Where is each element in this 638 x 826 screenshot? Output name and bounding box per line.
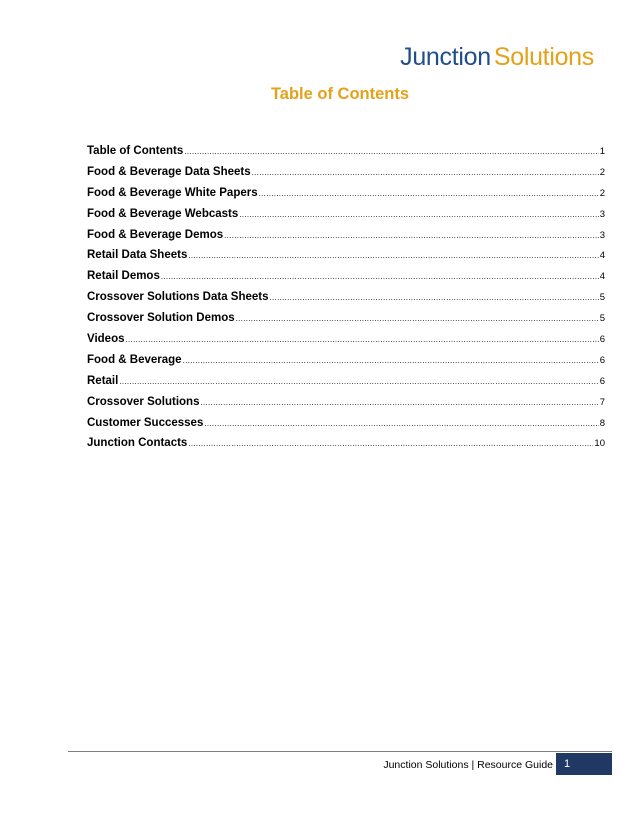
toc-leader-dots [200, 398, 598, 407]
toc-entry-title[interactable]: Food & Beverage White Papers [87, 186, 258, 199]
toc-entry[interactable] [87, 270, 605, 291]
toc-entry[interactable] [87, 312, 605, 333]
toc-leader-dots [239, 210, 598, 219]
toc-leader-dots [252, 168, 599, 177]
toc-entry-title[interactable]: Retail Demos [87, 270, 160, 283]
toc-leader-dots [270, 293, 599, 302]
toc-entry-page[interactable]: 6 [599, 375, 605, 387]
toc-entry-title[interactable]: Food & Beverage Webcasts [87, 207, 239, 220]
toc-entry-page[interactable]: 4 [599, 250, 605, 262]
toc-entry-title[interactable]: Crossover Solutions Data Sheets [87, 291, 269, 304]
toc-entry[interactable] [87, 208, 605, 229]
footer-divider [68, 751, 612, 752]
toc-leader-dots [119, 377, 598, 386]
toc-entry-page[interactable]: 10 [594, 438, 605, 450]
toc-leader-dots [236, 314, 599, 323]
toc-entry[interactable] [87, 166, 605, 187]
toc-entry-page[interactable]: 6 [599, 354, 605, 366]
toc-entry-title[interactable]: Table of Contents [87, 145, 184, 157]
toc-leader-dots [204, 419, 598, 428]
toc-leader-dots [126, 335, 599, 344]
footer-text: Junction Solutions | Resource Guide [383, 759, 553, 771]
toc-entry[interactable] [87, 187, 605, 208]
toc-entry[interactable] [87, 354, 605, 375]
toc-entry-page[interactable]: 8 [599, 417, 605, 429]
toc-entry-title[interactable]: Crossover Solution Demos [87, 312, 235, 325]
logo-word-solutions: Solutions [493, 43, 594, 71]
toc-leader-dots [188, 439, 593, 448]
toc-leader-dots [259, 189, 599, 198]
toc-entry-title[interactable]: Food & Beverage Data Sheets [87, 165, 251, 178]
toc-entry-page[interactable]: 5 [599, 292, 605, 304]
toc-entry-title[interactable]: Customer Successes [87, 416, 204, 429]
toc-leader-dots [161, 272, 599, 281]
toc-entry-page[interactable]: 4 [599, 271, 605, 283]
toc-entry-title[interactable]: Crossover Solutions [87, 395, 200, 408]
toc-leader-dots [183, 356, 599, 365]
toc-entry-title[interactable]: Food & Beverage [87, 353, 182, 366]
toc-entry-page[interactable]: 7 [599, 396, 605, 408]
toc-entry[interactable] [87, 437, 605, 458]
company-logo [400, 40, 594, 74]
toc-entry[interactable] [87, 249, 605, 270]
toc-entry-title[interactable]: Retail Data Sheets [87, 249, 188, 262]
toc-entry-title[interactable]: Retail [87, 374, 119, 387]
logo-word-junction: Junction [400, 43, 491, 71]
toc-entry[interactable] [87, 145, 605, 166]
toc-entry-page[interactable]: 1 [599, 146, 605, 157]
toc-leader-dots [224, 231, 599, 240]
toc-entry[interactable] [87, 333, 605, 354]
toc-entry[interactable] [87, 417, 605, 438]
toc-entry-page[interactable]: 3 [599, 208, 605, 220]
toc-entry[interactable] [87, 375, 605, 396]
table-of-contents [87, 145, 605, 458]
toc-entry-title[interactable]: Junction Contacts [87, 437, 188, 450]
toc-entry-title[interactable]: Food & Beverage Demos [87, 228, 224, 241]
toc-entry-page[interactable]: 6 [599, 334, 605, 346]
toc-entry[interactable] [87, 396, 605, 417]
toc-leader-dots [188, 251, 598, 260]
toc-leader-dots [184, 147, 598, 156]
toc-entry[interactable] [87, 291, 605, 312]
page-title: Table of Contents [270, 85, 410, 103]
toc-entry-page[interactable]: 5 [599, 313, 605, 325]
footer-page-number: 1 [556, 753, 612, 775]
toc-entry-page[interactable]: 3 [599, 229, 605, 241]
toc-entry-page[interactable]: 2 [599, 187, 605, 199]
toc-entry-page[interactable]: 2 [599, 166, 605, 178]
toc-entry[interactable] [87, 229, 605, 250]
toc-entry-title[interactable]: Videos [87, 333, 125, 346]
